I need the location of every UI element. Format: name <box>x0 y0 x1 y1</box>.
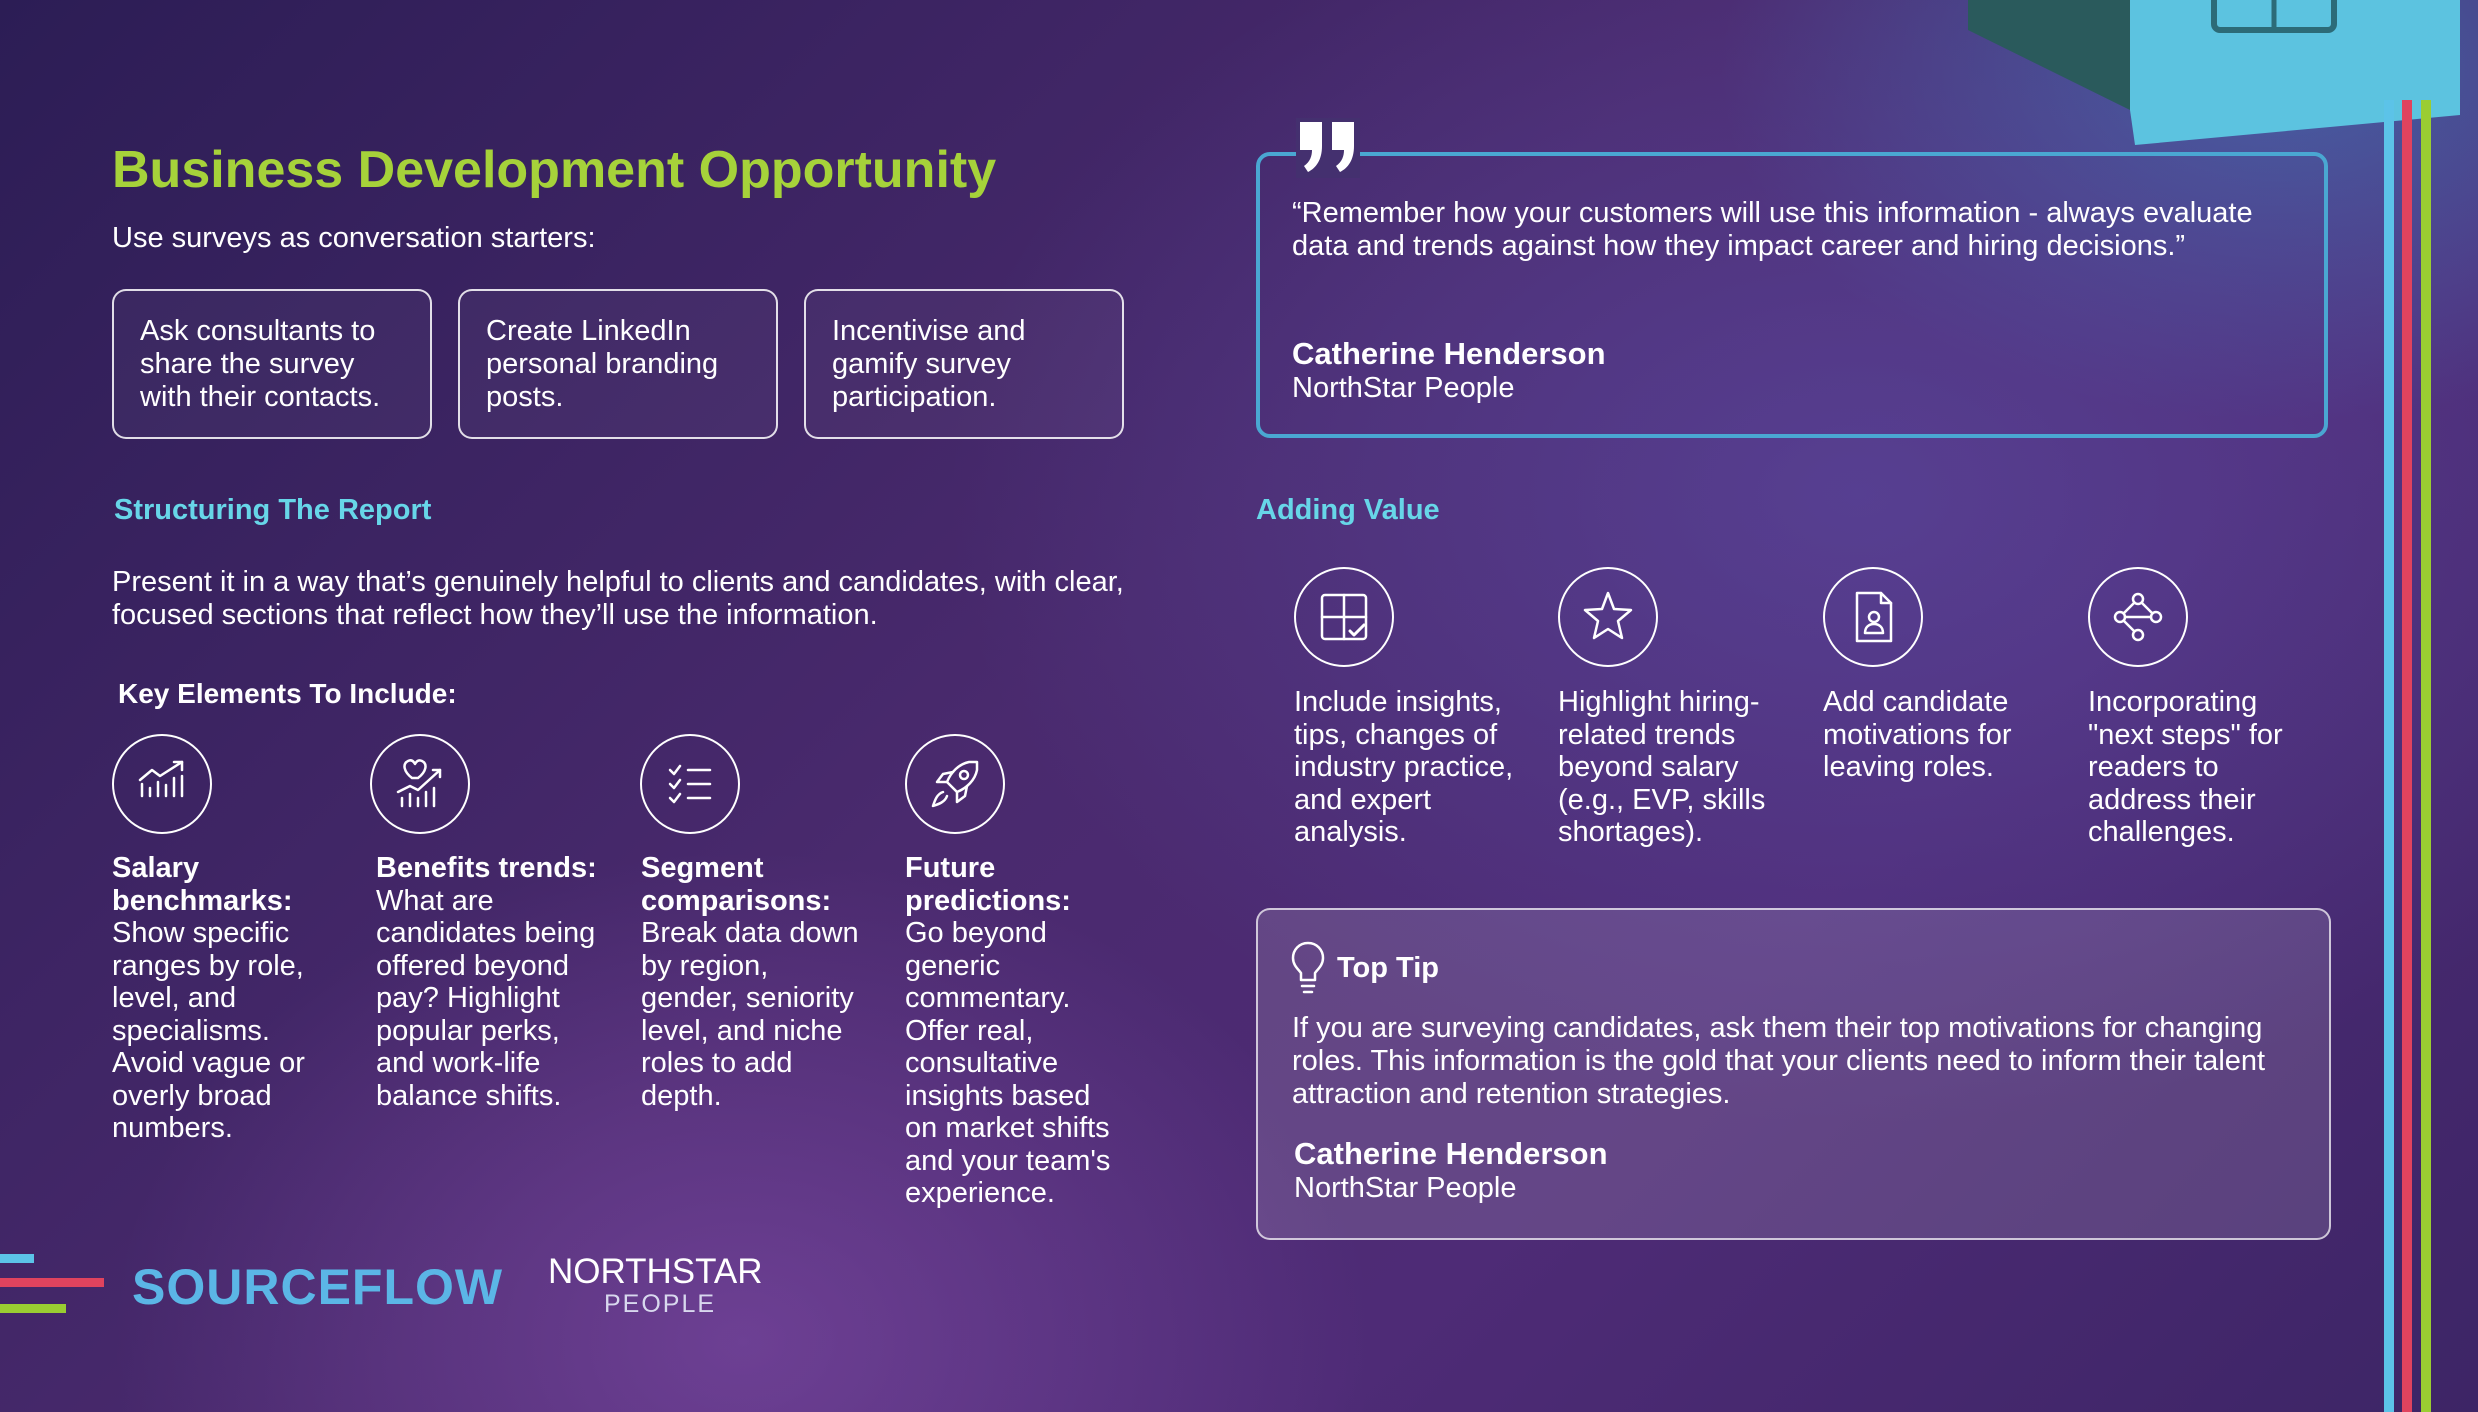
lightbulb-icon <box>1290 940 1326 996</box>
top-tip-heading: Top Tip <box>1337 952 1440 984</box>
key-element-salary <box>112 852 337 1145</box>
dashboard-check-icon <box>1294 567 1394 667</box>
key-element-text: Go beyond generic commentary. Offer real, consultative insights based on market shifts and your team's experience. <box>905 917 1111 1209</box>
quote-mark-icon <box>1296 118 1360 178</box>
quote-text: “Remember how your customers will use this information - always evaluate data and trends against how they impact career and hiring decisions.” <box>1292 197 2253 262</box>
key-element-benefits <box>376 852 601 1112</box>
bar-chart-trend-icon <box>112 734 212 834</box>
section-heading-adding-value: Adding Value <box>1256 494 1440 526</box>
value-item-insights: Include insights, tips, changes of industry practice, and expert analysis. <box>1294 686 1514 848</box>
quote-author-org: NorthStar People <box>1292 372 1515 404</box>
key-elements-heading: Key Elements To Include: <box>118 678 457 709</box>
key-element-title: Salary benchmarks: <box>112 852 293 917</box>
key-element-text: Break data down by region, gender, seniority level, and niche roles to add depth. <box>641 917 859 1112</box>
sourceflow-logo: SOURCEFLOW <box>132 1259 504 1315</box>
key-element-title: Future predictions: <box>905 852 1071 917</box>
network-nodes-icon <box>2088 567 2188 667</box>
value-item-next-steps: Incorporating "next steps" for readers to address their challenges. <box>2088 686 2283 848</box>
value-item-trends: Highlight hiring-related trends beyond salary (e.g., EVP, skills shortages). <box>1558 686 1766 848</box>
decorative-block-graphic <box>1960 0 2478 150</box>
top-tip-author-org: NorthStar People <box>1294 1172 1517 1204</box>
starter-card-3: Incentivise and gamify survey participation. <box>804 289 1124 439</box>
accent-stripe-blue <box>2384 100 2394 1412</box>
key-element-title: Segment comparisons: <box>641 852 832 917</box>
starter-card-1: Ask consultants to share the survey with their contacts. <box>112 289 432 439</box>
section-paragraph: Present it in a way that’s genuinely helpful to clients and candidates, with clear, focused sections that reflect how they’ll use the information. <box>112 566 1124 631</box>
rocket-icon <box>905 734 1005 834</box>
accent-bar-red <box>0 1278 104 1287</box>
value-item-motivations: Add candidate motivations for leaving roles. <box>1823 686 2012 783</box>
intro-text: Use surveys as conversation starters: <box>112 222 596 254</box>
top-tip-author-name: Catherine Henderson <box>1294 1136 1608 1171</box>
heart-chart-icon <box>370 734 470 834</box>
key-element-text: What are candidates being offered beyond pay? Highlight popular perks, and work-life balance shifts. <box>376 884 596 1112</box>
northstar-logo: NORTHSTAR <box>548 1252 763 1291</box>
starter-card-2: Create LinkedIn personal branding posts. <box>458 289 778 439</box>
page-title: Business Development Opportunity <box>112 141 997 199</box>
section-heading-structuring: Structuring The Report <box>114 494 432 526</box>
key-element-title: Benefits trends: <box>376 852 597 884</box>
key-element-segment <box>641 852 866 1112</box>
accent-bar-green <box>0 1304 66 1313</box>
star-icon <box>1558 567 1658 667</box>
accent-bar-blue <box>0 1254 34 1263</box>
key-element-future <box>905 852 1130 1210</box>
checklist-icon <box>640 734 740 834</box>
quote-author-name: Catherine Henderson <box>1292 336 1606 371</box>
northstar-logo-subtitle: PEOPLE <box>604 1290 717 1318</box>
candidate-document-icon <box>1823 567 1923 667</box>
key-element-text: Show specific ranges by role, level, and specialisms. Avoid vague or overly broad numbers. <box>112 917 305 1144</box>
accent-stripe-red <box>2402 100 2412 1412</box>
accent-stripe-green <box>2421 100 2431 1412</box>
top-tip-text: If you are surveying candidates, ask them their top motivations for changing roles. This information is the gold that your clients need to inform their talent attraction and retention strategies. <box>1292 1012 2266 1110</box>
